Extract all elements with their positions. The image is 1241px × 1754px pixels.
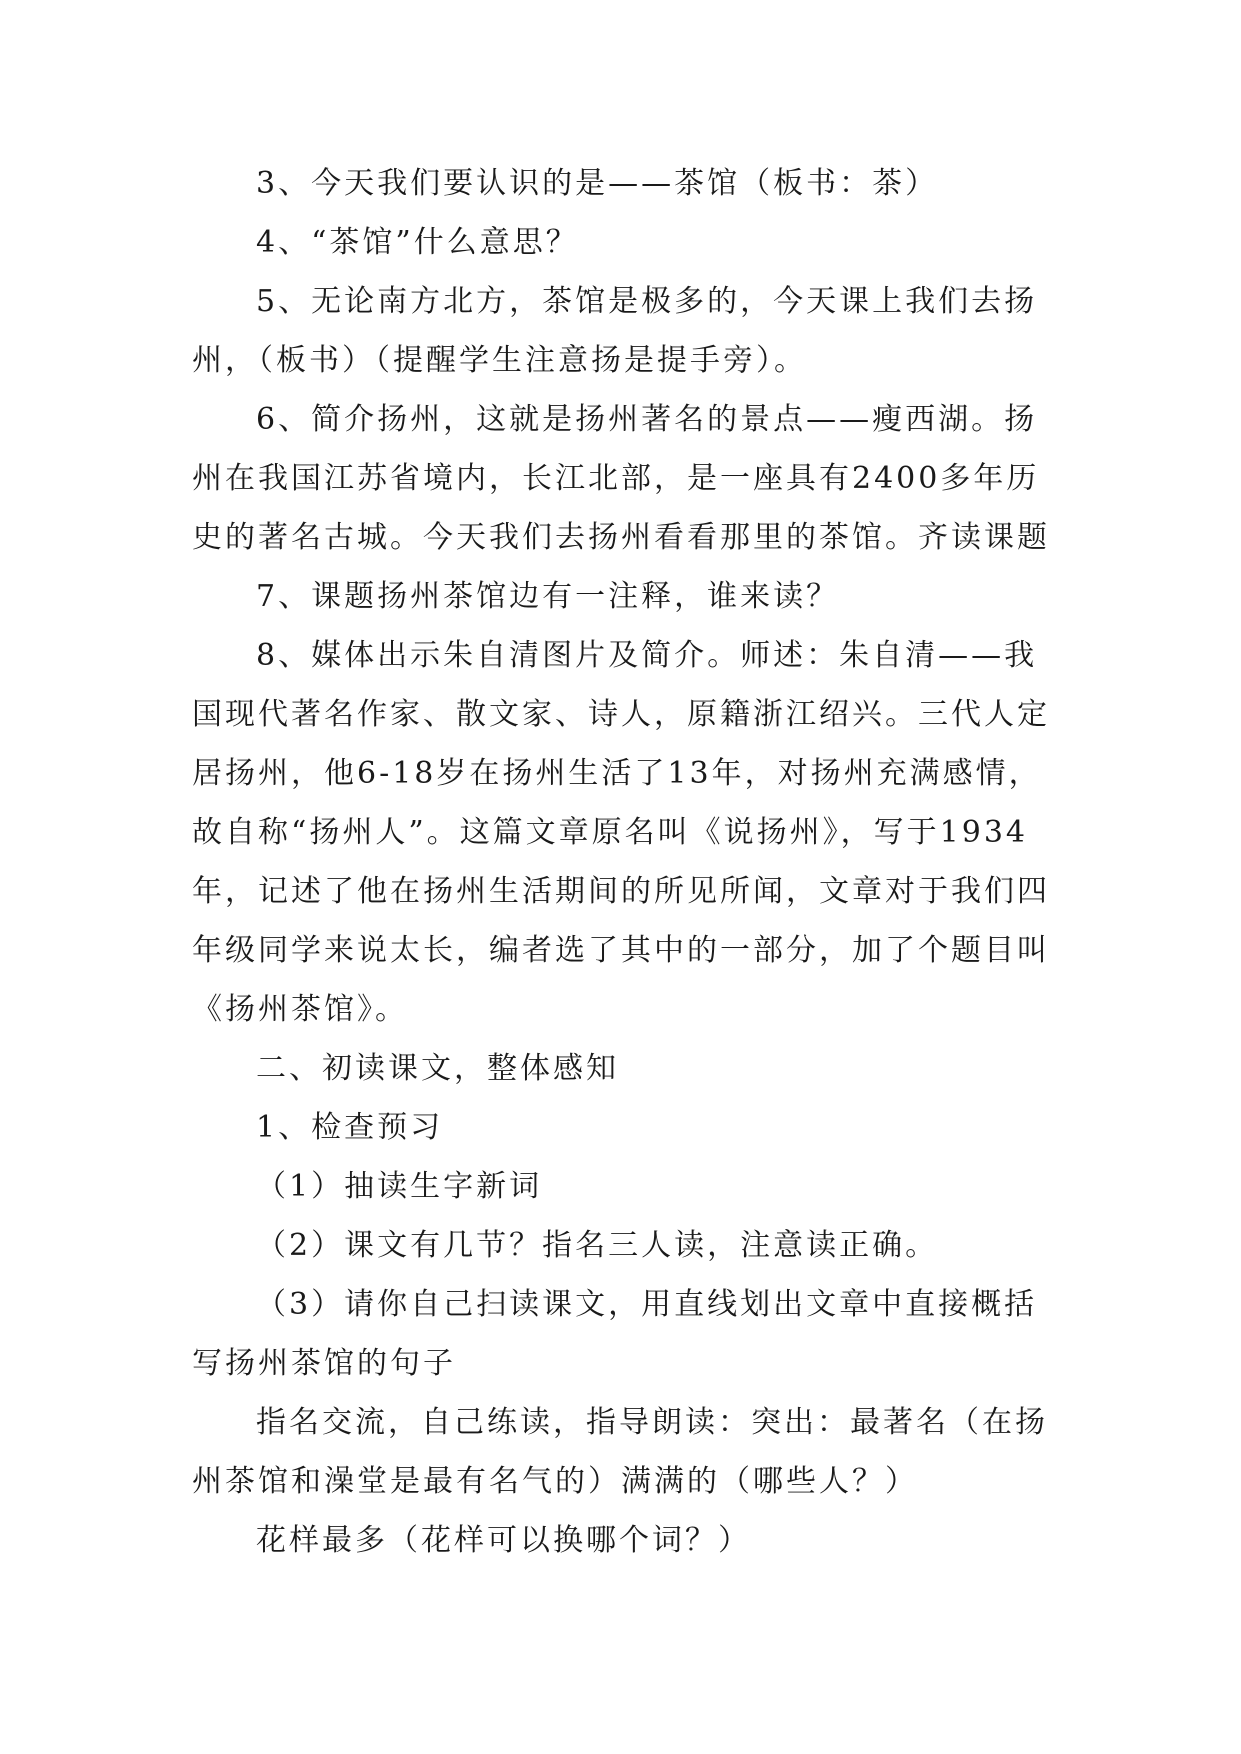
sub-item-2: （2）课文有几节？指名三人读，注意读正确。 <box>256 1228 939 1263</box>
paragraph-item-7: 7、课题扬州茶馆边有一注释，谁来读？ <box>256 579 840 614</box>
paragraph-item-8: 8、媒体出示朱自清图片及简介。师述：朱自清——我国现代著名作家、散文家、诗人，原籍浙江绍兴。三代人定居扬州，他6-18岁在扬州生活了13年，对扬州充满感情，故自称“扬州人”。这篇文章原名叫《说扬州》，写于1934年，记述了他在扬州生活期间的所见所闻，文章对于我们四年级同学来说太长，编者选了其中的一部分，加了个题目叫《扬州茶馆》。 <box>192 638 1050 1027</box>
paragraph-exchange-reading: 指名交流，自己练读，指导朗读：突出：最著名（在扬州茶馆和澡堂是最有名气的）满满的（哪些人？） <box>192 1405 1048 1499</box>
section-heading-2: 二、初读课文，整体感知 <box>256 1051 619 1086</box>
paragraph-variety: 花样最多（花样可以换哪个词？） <box>256 1523 751 1558</box>
paragraph-item-3: 3、今天我们要认识的是——茶馆（板书：茶） <box>256 166 939 201</box>
sub-item-1: （1）抽读生字新词 <box>256 1169 543 1204</box>
paragraph-item-check-preview: 1、检查预习 <box>256 1110 444 1145</box>
sub-item-3: （3）请你自己扫读课文，用直线划出文章中直接概括写扬州茶馆的句子 <box>192 1287 1038 1381</box>
paragraph-item-6: 6、简介扬州，这就是扬州著名的景点——瘦西湖。扬州在我国江苏省境内，长江北部，是一座具有2400多年历史的著名古城。今天我们去扬州看看那里的茶馆。齐读课题 <box>192 402 1050 555</box>
paragraph-item-5: 5、无论南方北方，茶馆是极多的，今天课上我们去扬州，（板书）（提醒学生注意扬是提手旁）。 <box>192 284 1038 378</box>
paragraph-item-4: 4、“茶馆”什么意思？ <box>256 225 579 260</box>
document-body <box>192 154 1058 1570</box>
